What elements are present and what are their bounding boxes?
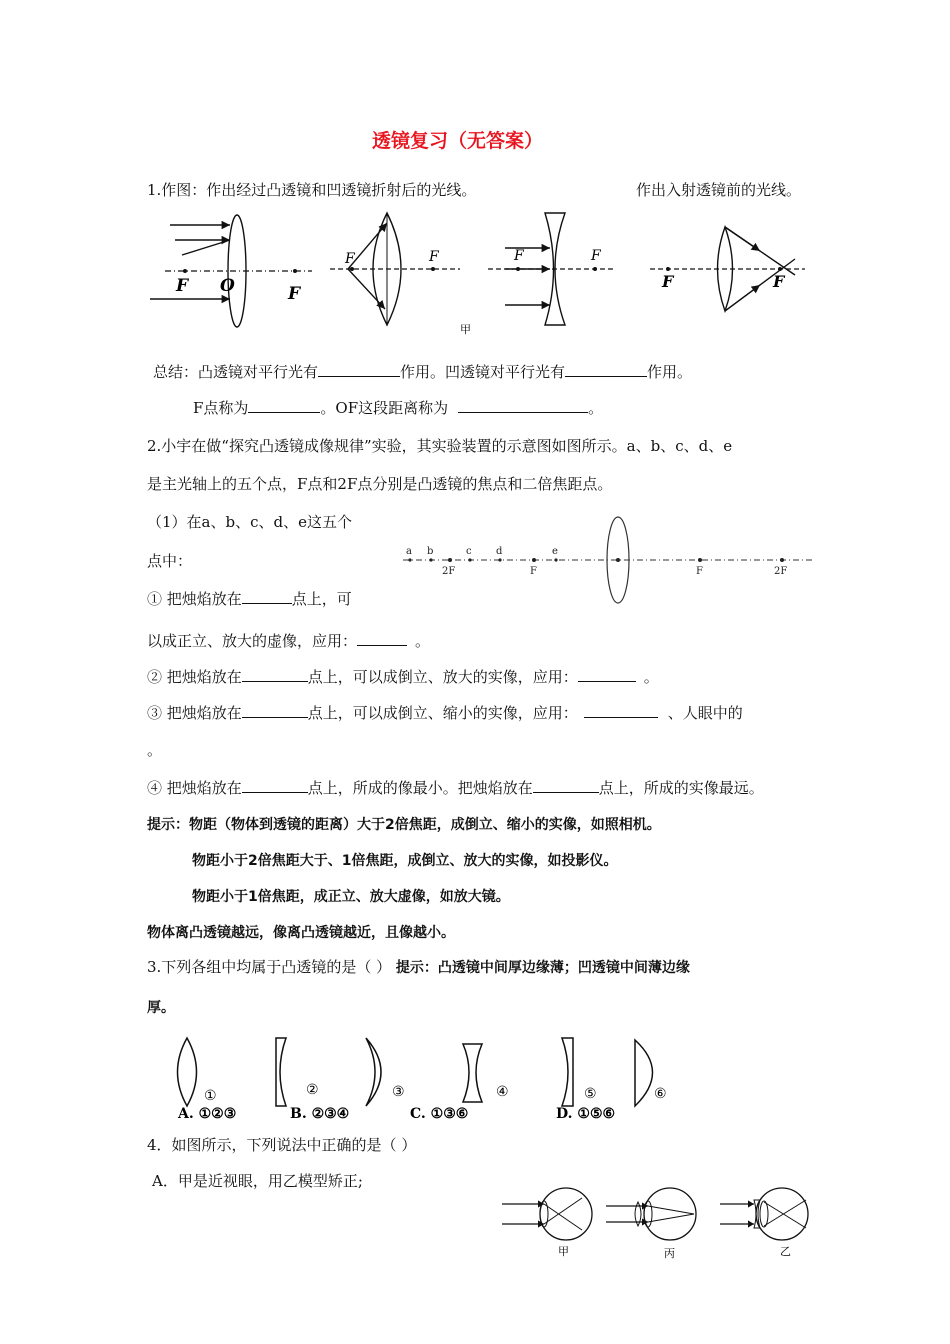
q1-summary xyxy=(153,362,692,382)
blank-f-point-name[interactable] xyxy=(248,398,320,413)
lens-num-5: ⑤ xyxy=(584,1086,597,1102)
eye-label-bing: 丙 xyxy=(664,1247,675,1260)
page-title: 透镜复习（无答案） xyxy=(372,130,544,152)
summary-text-b: 作用。凹透镜对平行光有 xyxy=(400,363,566,381)
blank-item2-application[interactable] xyxy=(578,667,636,682)
tip-line-2: 物距小于2倍焦距大于、1倍焦距，成倒立、放大的实像，如投影仪。 xyxy=(192,853,618,869)
q3-tip-b: 厚。 xyxy=(147,1000,175,1016)
blank-of-distance-name[interactable] xyxy=(458,398,588,413)
lens-num-6: ⑥ xyxy=(654,1086,667,1102)
item2-text-a: ② 把烛焰放在 xyxy=(147,668,242,686)
eye-label-jia: 甲 xyxy=(558,1245,569,1258)
f-point-text-c: 。 xyxy=(588,399,604,417)
q2-item1-line2 xyxy=(147,631,430,651)
q1-right-instruction: 作出入射透镜前的光线。 xyxy=(636,181,802,199)
blank-item3-point[interactable] xyxy=(242,703,308,718)
label-F: F xyxy=(514,248,524,264)
item4-text-a: ④ 把烛焰放在 xyxy=(147,779,242,797)
q4-option-a[interactable]: A．甲是近视眼，用乙模型矫正; xyxy=(152,1172,363,1190)
axis-label-F-left: F xyxy=(530,566,537,577)
tip-line-4: 物体离凸透镜越远，像离凸透镜越近，且像越小。 xyxy=(147,925,455,941)
q3-option-d[interactable]: D. ①⑤⑥ xyxy=(556,1106,616,1122)
q2-item4 xyxy=(147,778,764,798)
blank-item2-point[interactable] xyxy=(242,667,308,682)
q2-item3-end: 。 xyxy=(147,741,163,759)
q2-sub1-line2: 点中： xyxy=(147,552,193,570)
label-F-left: F xyxy=(176,276,189,296)
diagram-convex-1 xyxy=(150,215,312,327)
axis-label-F-right: F xyxy=(696,566,703,577)
axis-label-a: a xyxy=(406,546,412,557)
q2-item1-line1 xyxy=(147,589,352,609)
axis-label-e: e xyxy=(552,546,558,557)
q2-item2 xyxy=(147,667,659,687)
label-F-right: F xyxy=(288,284,301,304)
q1-lead: 1.作图：作出经过凸透镜和凹透镜折射后的光线。 xyxy=(147,181,477,199)
item1-text-b: 点上，可 xyxy=(291,590,352,608)
diagram-convex-2 xyxy=(330,213,460,325)
q3-option-a[interactable]: A. ①②③ xyxy=(178,1106,237,1122)
q2-lead-line2: 是主光轴上的五个点，F点和2F点分别是凸透镜的焦点和二倍焦距点。 xyxy=(147,475,613,493)
diagram-concave xyxy=(460,213,615,336)
lens-num-3: ③ xyxy=(392,1084,405,1100)
f-point-text-a: F点称为 xyxy=(193,399,249,417)
axis-label-2F-right: 2F xyxy=(774,566,788,577)
axis-label-2F-left: 2F xyxy=(442,566,456,577)
blank-item4-point-farthest[interactable] xyxy=(533,778,599,793)
blank-item4-point-smallest[interactable] xyxy=(242,778,308,793)
diagram-convex-reverse xyxy=(650,227,805,311)
q3-tip-a: 提示：凸透镜中间厚边缘薄；凹透镜中间薄边缘 xyxy=(395,960,690,976)
q2-lead-line1: 2.小宇在做“探究凸透镜成像规律”实验，其实验装置的示意图如图所示。a、b、c、d、e xyxy=(147,437,733,455)
item3-text-c: 、人眼中的 xyxy=(667,704,743,722)
blank-item3-application[interactable] xyxy=(584,703,658,718)
q3-question: 3.下列各组中均属于凸透镜的是（ ） xyxy=(147,958,392,976)
blank-item1-point[interactable] xyxy=(242,589,292,604)
f-point-text-b: 。OF这段距离称为 xyxy=(320,399,449,417)
eye-label-yi: 乙 xyxy=(780,1245,791,1258)
lens-num-2: ② xyxy=(306,1082,319,1098)
axis-label-c: c xyxy=(466,546,472,557)
q3-lens-figure xyxy=(170,1030,690,1122)
label-O: O xyxy=(220,276,235,296)
item3-text-a: ③ 把烛焰放在 xyxy=(147,704,242,722)
q4-eye-figure xyxy=(498,1180,814,1260)
q1-f-point xyxy=(193,398,603,418)
blank-item1-application[interactable] xyxy=(357,631,407,646)
item1-text-a: ① 把烛焰放在 xyxy=(147,590,242,608)
label-F: F xyxy=(345,251,355,267)
tip-line-3: 物距小于1倍焦距，成正立、放大虚像，如放大镜。 xyxy=(192,889,510,905)
label-jia: 甲 xyxy=(460,323,471,336)
q2-sub1-line1: （1）在a、b、c、d、e这五个 xyxy=(147,513,352,531)
label-F: F xyxy=(662,272,674,291)
item4-text-b: 点上，所成的像最小。把烛焰放在 xyxy=(307,779,533,797)
blank-convex-effect[interactable] xyxy=(318,362,400,377)
summary-text-a: 总结：凸透镜对平行光有 xyxy=(153,363,319,381)
tip-line-1: 提示：物距（物体到透镜的距离）大于2倍焦距，成倒立、缩小的实像，如照相机。 xyxy=(147,817,661,833)
axis-label-b: b xyxy=(427,546,434,557)
item1-text-c: 以成正立、放大的虚像，应用： xyxy=(147,632,358,650)
item1-text-d: 。 xyxy=(415,632,431,650)
item2-text-c: 。 xyxy=(643,668,659,686)
blank-concave-effect[interactable] xyxy=(565,362,647,377)
label-F: F xyxy=(429,249,439,265)
lens-num-4: ④ xyxy=(496,1084,509,1100)
item2-text-b: 点上，可以成倒立、放大的实像，应用： xyxy=(307,668,578,686)
label-F: F xyxy=(773,272,785,291)
q4-lead: 4．如图所示，下列说法中正确的是（ ） xyxy=(147,1136,417,1154)
summary-text-c: 作用。 xyxy=(647,363,693,381)
q2-item3 xyxy=(147,703,743,723)
q3-lead xyxy=(147,957,690,978)
label-F: F xyxy=(591,248,601,264)
lens-num-1: ① xyxy=(204,1088,217,1104)
q3-option-c[interactable]: C. ①③⑥ xyxy=(410,1106,469,1122)
item4-text-c: 点上，所成的实像最远。 xyxy=(598,779,764,797)
q2-axis-diagram xyxy=(398,512,818,604)
item3-text-b: 点上，可以成倒立、缩小的实像，应用： xyxy=(307,704,578,722)
axis-label-d: d xyxy=(496,546,503,557)
q1-ray-diagrams xyxy=(140,205,820,345)
q3-option-b[interactable]: B. ②③④ xyxy=(290,1106,350,1122)
